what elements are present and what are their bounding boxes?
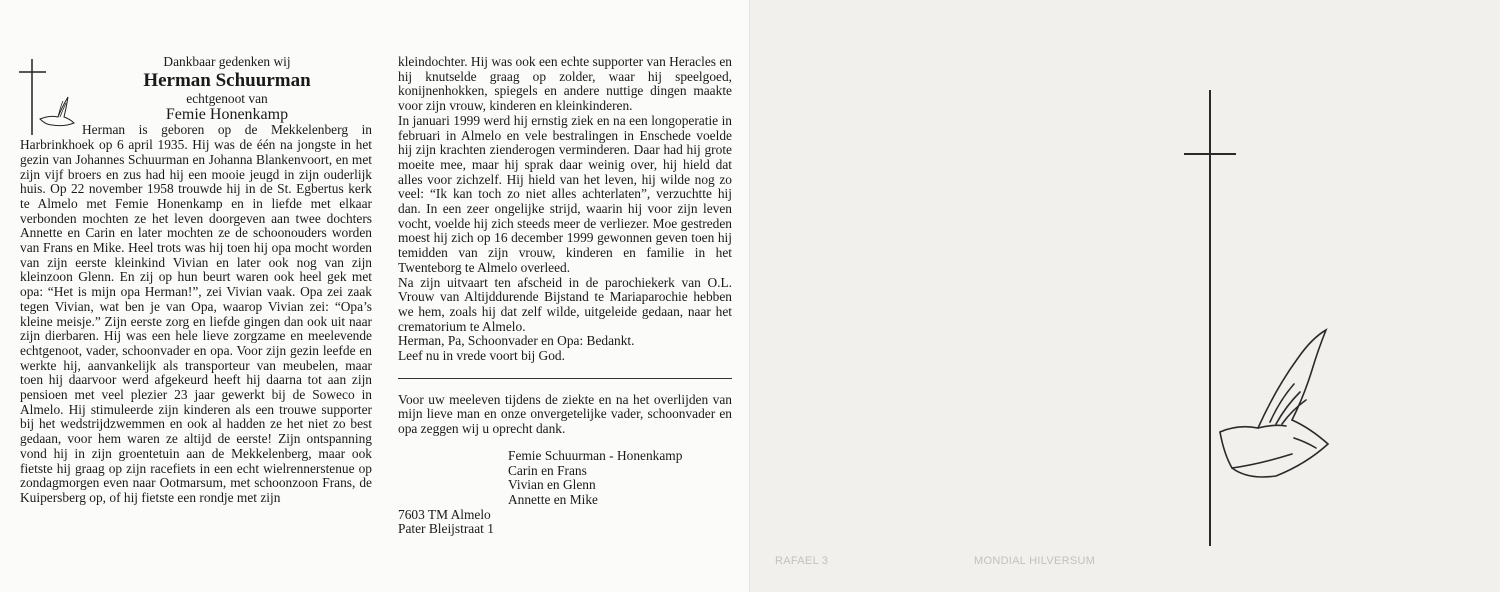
signatures [508, 449, 732, 508]
gratitude-text: Voor uw meeleven tijdens de ziekte en na het overlijden van mijn lieve man en onze onvergetelijke vader, schoonvader en opa zeggen wij u oprecht dank. [398, 391, 732, 437]
biography-continued: kleindochter. Hij was ook een echte supporter van Heracles en hij knutselde graag op zolder, waar hij speelgoed, konijnenhokken, spiegels en andere nuttige dingen maakte voor zijn vrouw, kinderen en kleinkinderen. [398, 54, 732, 114]
deceased-name: Herman Schuurman [143, 69, 311, 91]
divider [398, 378, 732, 379]
cross-dove-icon [1180, 88, 1330, 548]
dove-icon [1220, 330, 1328, 477]
signature-line: Annette en Mike [508, 491, 598, 507]
address-line: 7603 TM Almelo [398, 506, 491, 522]
biography-text: Herman is geboren op de Mekkelenberg in Harbrinkhoek op 6 april 1935. Hij was de één na jongste in het gezin van Johannes Schuurman en Johanna Blankenvoort, en met zijn vijf broers en zus had hij een mooie jeugd in zijn ouderlijk huis. Op 22 november 1958 trouwde hij in de St. Egbertus kerk te Almelo met Femie Honenkamp en in liefde met elkaar verbonden mochten ze het leven doorgeven aan twee dochters Annette en Carin en later mochten ze de schoonouders worden van Frans en Mike. Heel trots was hij toen hij opa mocht worden van zijn eerste kleinkind Vivian en later ook nog van zijn kleinzoon Glenn. En zij op hun beurt waren ook heel gek met opa: “Het is mijn opa Herman!”, zei Vivian vaak. Opa zei zaak tegen Vivian, wat ben je van Opa, waarop Vivian zei: “Opa’s kleine meisje.” Zijn eerste zorg en liefde gingen dan ook uit naar zijn dierbaren. Hij was een hele lieve zorgzame en meelevende echtgenoot, vader, schoonvader en opa. Voor zijn gezin leefde en werkte hij, aanvankelijk als transporteur van meubelen, maar toen hij daarvoor werd afgekeurd heeft hij daarna tot aan zijn pensioen met veel plezier 23 jaar gewerkt bij de Soweco in Almelo. Hij stimuleerde zijn kinderen als een trouwe supporter bij het wedstrijdzwemmen en ook al hadden ze het niet zo best gedaan, voor hem waren ze altijd de eerste! Zijn ontspanning vond hij in zijn groentetuin aan de Mekkelenberg, maar ook fietste hij graag op zijn racefiets in een echt wielrennerstenue op zondagmorgen even naar Ootmarsum, met schoonzoon Frans, de Kuipersberg op, of hij fietste een rondje met zijn [20, 122, 372, 505]
right-column [398, 55, 732, 537]
illness-paragraph: In januari 1999 werd hij ernstig ziek en na een longoperatie in februari in Almelo en vele bestralingen in Enschede voelde hij zijn krachten zienderogen verminderen. Daar had hij grote moeite mee, maar hij sprak daar weinig over, hij hield dat alles voor zichzelf. Hij hield van het leven, hij wilde nog zo veel: “Ik kan toch zo niet alles achterlaten”, verzuchtte hij dan. In een zeer ongelijke strijd, waarin hij voor zijn leven vocht, voelde hij zich steeds meer de verliezer. Moe gestreden moest hij zich op 16 december 1999 gewonnen geven toen hij temidden van zijn vrouw, kinderen en familie in het Twenteborg te Almelo overleed. [398, 112, 732, 275]
left-column [20, 55, 372, 506]
thanks-line: Herman, Pa, Schoonvader en Opa: Bedankt. [398, 333, 635, 349]
spouse-label: echtgenoot van [186, 90, 268, 106]
address-line: Pater Bleijstraat 1 [398, 521, 494, 537]
imprint-model: RAFAEL 3 [775, 555, 829, 567]
intro-line: Dankbaar gedenken wij [163, 54, 291, 69]
address [398, 508, 732, 537]
peace-line: Leef nu in vrede voort bij God. [398, 348, 565, 364]
spouse-name: Femie Honenkamp [165, 106, 289, 124]
signature-line: Femie Schuurman - Honenkamp [508, 447, 683, 463]
card-back [750, 0, 1500, 592]
header-block [20, 55, 372, 123]
funeral-paragraph: Na zijn uitvaart ten afscheid in de parochiekerk van O.L. Vrouw van Altijddurende Bijstand te Mariaparochie hebben we hem, zoals hij dat zelf wilde, uitgeleide gedaan, naar het crematorium te Almelo. [398, 274, 732, 334]
cross-dove-icon [18, 57, 78, 137]
imprint-printer: MONDIAL HILVERSUM [974, 555, 1096, 567]
signature-line: Carin en Frans [508, 462, 587, 478]
signature-line: Vivian en Glenn [508, 477, 596, 493]
